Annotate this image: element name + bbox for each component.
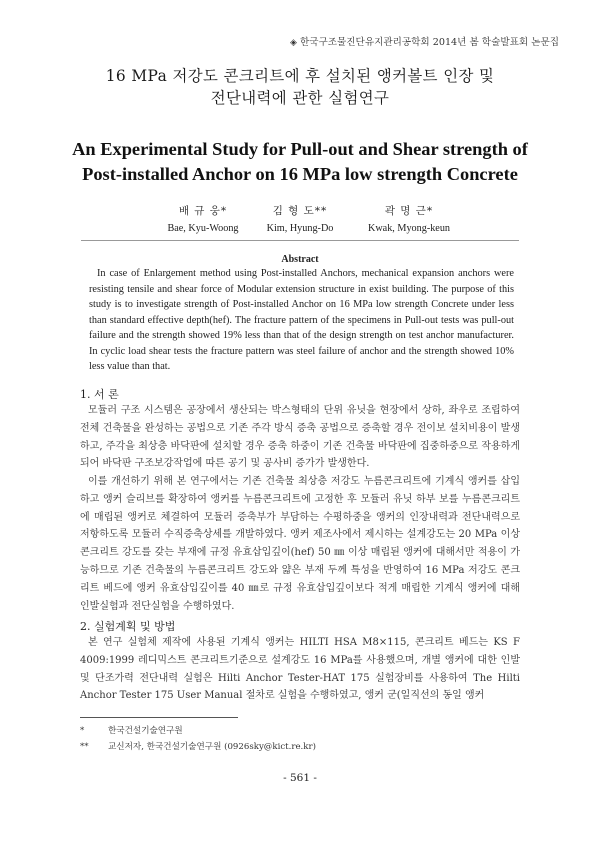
running-header-text: 한국구조물진단유지관리공학회 2014년 봄 학술발표회 논문집 (299, 37, 559, 48)
author-3 (339, 203, 479, 234)
author-2-korean: 김 형 도** (272, 205, 328, 217)
footnote-2-text: 교신저자, 한국건설기술연구원 (0926sky@kict.re.kr) (108, 742, 316, 752)
section-1-paragraph-1: 모듈러 구조 시스템은 공장에서 생산되는 박스형태의 단위 유닛을 현장에서 상하, 좌우로 조립하여 전체 건축물을 완성하는 공법으로 기존 주각 방식 증축 공법으로 증축할 경우 전이보 설치비용이 발생하고, 주각을 최상층 바닥판에 설치할 경우 증축 하중이 기존 건축물 바닥판에 집중하중으로 작용하게 되어 바닥판 구조보강작업에 따른 공기 및 공사비 증가가 발생한다. (80, 405, 520, 470)
section-2-paragraph-1: 본 연구 실험체 제작에 사용된 기계식 앵커는 HILTI HSA M8×115, 콘크리트 베드는 KS F 4009:1999 레디믹스트 콘크리트기준으로 설계강도 16 MPa를 사용했으며, 개별 앵커에 대한 인발 및 단조가력 전단내력 실험은 Hilti Anchor Tester-HAT 175 실험장비를 사용하여 The Hilti Anchor Tester 175 User Manual 절차로 실험을 수행하였고, 앵커 군(일직선의 동일 앵커 (80, 637, 520, 702)
english-title-line1: An Experimental Study for Pull-out and Shear strength of (72, 139, 528, 159)
abstract-heading: Abstract (281, 254, 319, 265)
diamond-mark-icon: ◈ (290, 38, 297, 48)
english-title (0, 137, 600, 187)
author-1-korean: 배 규 웅* (178, 205, 228, 217)
footnote-1 (80, 724, 183, 736)
abstract-text: In case of Enlargement method using Post-installed Anchors, mechanical expansion anchors were resisting tensile and shear force of Modular extension structure in exist building. The purpose of this study is to investigate strength of Post-installed Anchor on 16 MPa low strength Concrete under less than standard effective depth(hef). The fracture pattern of the specimens in Pull-out tests was pull-out failure and the strength showed 19% less than that of the design strength on test anchor manufacturer. In cyclic load shear tests the fracture pattern was steel failure of anchor and the strength showed 10% less value than that. (89, 268, 514, 372)
footnote-2 (80, 740, 316, 752)
footnote-2-mark: ** (80, 742, 89, 752)
page-number: - 561 - (283, 772, 317, 784)
running-header (290, 34, 559, 48)
author-3-korean: 곽 명 근* (384, 205, 434, 217)
footnote-divider (80, 717, 238, 718)
section-1-paragraph-2: 이를 개선하기 위해 본 연구에서는 기존 건축물 최상층 저강도 누름콘크리트에 기계식 앵커를 삽입하고 앵커 슬리브를 확장하여 앵커를 누름콘크리트에 고정한 후 모듈러 유닛 하부 보를 누름콘크리트에 매립된 앵커로 체결하여 모듈러 증축부가 부담하는 수평하중을 앵커의 인장내력과 전단내력으로 저항하도록 모듈러 수직증축상세를 개발하였다. 앵커 제조사에서 제시하는 설계강도는 20 MPa 이상 콘크리트 강도를 갖는 부재에 규정 유효삽입깊이(hef) 50 ㎜ 이상 매립된 앵커에 대해서만 적용이 가능하므로 기존 건축물의 누름콘크리트 강도와 얇은 부재 두께 특성을 반영하여 16 MPa 저강도 콘크리트 베드에 앵커 유효삽입깊이를 40 ㎜로 규정 유효삽입깊이보다 적게 매립한 기계식 앵커에 대해 인발실험과 전단실험을 수행하였다. (80, 476, 520, 612)
section-2-heading: 2. 실험계획 및 방법 (80, 620, 176, 633)
author-3-english: Kwak, Myong-keun (367, 223, 451, 234)
korean-title-line1: 16 MPa 저강도 콘크리트에 후 설치된 앵커볼트 인장 및 (105, 67, 495, 85)
author-2-english: Kim, Hyung-Do (266, 223, 334, 234)
section-1-heading: 1. 서 론 (80, 388, 119, 401)
footnote-1-text: 한국건설기술연구원 (108, 726, 183, 736)
korean-title-line2: 전단내력에 관한 실험연구 (210, 89, 390, 107)
title-divider (81, 240, 519, 241)
korean-title (0, 65, 600, 109)
english-title-line2: Post-installed Anchor on 16 MPa low strength Concrete (82, 164, 518, 184)
footnote-1-mark: * (80, 726, 85, 736)
author-1-english: Bae, Kyu-Woong (167, 223, 239, 234)
